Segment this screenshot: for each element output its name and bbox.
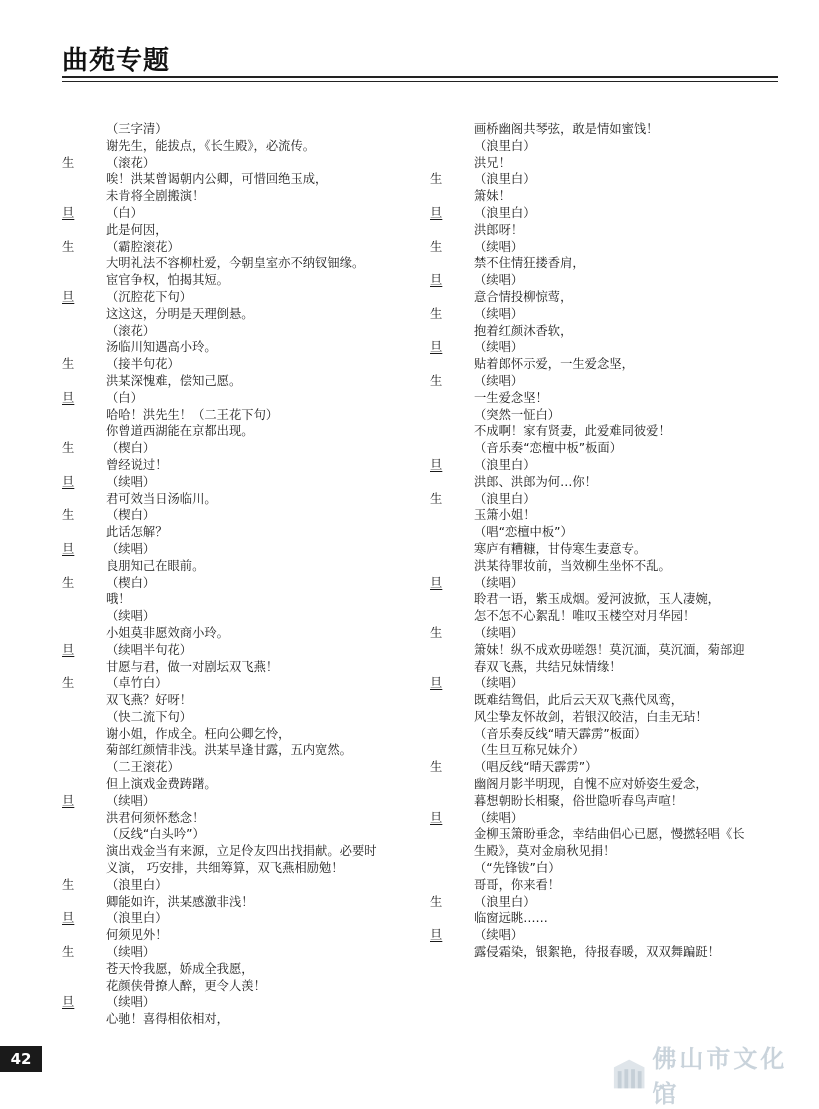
script-line <box>430 776 775 793</box>
script-text: 演出戏金当有来源，立足伶友四出找捐献。必要时 <box>106 844 377 859</box>
role-marker: 旦 <box>430 273 443 288</box>
script-line <box>430 255 775 272</box>
script-text: （卓竹白） <box>106 676 168 691</box>
script-text: 甘愿与君，做一对剧坛双飞燕！ <box>106 659 279 674</box>
script-line <box>62 171 407 188</box>
script-line <box>430 659 775 676</box>
script-line <box>430 742 775 759</box>
role-marker: 生 <box>62 676 75 691</box>
script-text: （续唱） <box>474 273 524 288</box>
script-text: 这这这，分明是天理倒悬。 <box>106 306 254 321</box>
script-line <box>62 121 407 138</box>
script-line <box>430 507 775 524</box>
script-line <box>430 675 775 692</box>
script-text: 生殿》，莫对金扇秋见捐！ <box>474 844 616 859</box>
script-text: （浪里白） <box>474 205 536 220</box>
script-line <box>62 860 407 877</box>
script-line <box>430 541 775 558</box>
script-line <box>62 272 407 289</box>
script-text: 谢小姐，作成全。枉向公卿乞怜， <box>106 726 291 741</box>
script-line <box>62 188 407 205</box>
script-text: （接半句花） <box>106 357 180 372</box>
script-text: （滚花） <box>106 323 156 338</box>
script-text: （续唱） <box>106 995 156 1010</box>
script-line <box>62 927 407 944</box>
script-text: （沉腔花下句） <box>106 289 193 304</box>
script-text: （霸腔滚花） <box>106 239 180 254</box>
script-line <box>430 323 775 340</box>
script-line <box>62 910 407 927</box>
script-line <box>62 978 407 995</box>
script-text: 此话怎解？ <box>106 525 168 540</box>
watermark <box>612 1044 807 1108</box>
script-text: 苍天怜我愿，娇成全我愿， <box>106 961 254 976</box>
script-text: （反线“白头吟”） <box>106 827 205 842</box>
script-line <box>430 524 775 541</box>
script-text: 临窗远眺…… <box>474 911 548 926</box>
script-text: 意合情投柳惊莺， <box>474 289 573 304</box>
script-text: 你曾道西湖能在京都出现。 <box>106 424 254 439</box>
script-line <box>62 474 407 491</box>
script-text: （续唱） <box>474 625 524 640</box>
script-text: 良朋知己在眼前。 <box>106 558 205 573</box>
script-text: 双飞燕？好呀！ <box>106 693 193 708</box>
script-text: 不成啊！家有贤妻，此爱难同彼爱！ <box>474 424 671 439</box>
role-marker: 生 <box>62 877 75 892</box>
script-line <box>62 642 407 659</box>
script-line <box>430 423 775 440</box>
header-rule-thick <box>62 76 778 78</box>
script-text: （滚花） <box>106 155 156 170</box>
script-line <box>62 205 407 222</box>
watermark-text: 佛山市文化馆 <box>652 1044 788 1108</box>
role-marker: 旦 <box>62 205 75 220</box>
script-text: （续唱） <box>106 474 156 489</box>
script-text: （二王滚花） <box>106 760 180 775</box>
script-line <box>62 423 407 440</box>
script-text: 洪兄！ <box>474 155 511 170</box>
script-line <box>430 222 775 239</box>
script-text: 既难结鸳侣，此后云天双飞燕代凤鸾， <box>474 693 684 708</box>
role-marker: 旦 <box>430 928 443 943</box>
script-line <box>62 726 407 743</box>
script-text: 怎不怎不心絮乱！唯叹玉楼空对月华园！ <box>474 609 696 624</box>
script-line <box>62 457 407 474</box>
script-text: 抱着红颜沐香软， <box>474 323 573 338</box>
script-text: 洪郎呀！ <box>474 222 524 237</box>
script-line <box>430 860 775 877</box>
script-line <box>62 524 407 541</box>
script-text: 哥哥，你来看！ <box>474 877 561 892</box>
role-marker: 生 <box>62 357 75 372</box>
script-text: （浪里白） <box>106 911 168 926</box>
script-text: （续唱） <box>106 945 156 960</box>
script-text: （浪里白） <box>474 457 536 472</box>
script-text: 君可效当日汤临川。 <box>106 491 217 506</box>
role-marker: 旦 <box>430 810 443 825</box>
script-line <box>430 793 775 810</box>
script-line <box>62 1011 407 1028</box>
building-logo-icon <box>612 1057 646 1091</box>
script-line <box>430 625 775 642</box>
script-text: 谢先生，能拔点，《长生殿》，必流传。 <box>106 138 316 153</box>
script-line <box>62 390 407 407</box>
script-line <box>430 826 775 843</box>
script-text: 此是何因， <box>106 222 168 237</box>
script-line <box>62 793 407 810</box>
role-marker: 旦 <box>62 474 75 489</box>
script-line <box>430 910 775 927</box>
script-line <box>62 591 407 608</box>
script-text: （浪里白） <box>474 172 536 187</box>
script-text: （音乐奏“恋檀中板”板面） <box>474 441 623 456</box>
role-marker: 生 <box>62 155 75 170</box>
script-line <box>430 558 775 575</box>
role-marker: 生 <box>430 491 443 506</box>
script-text: 何须见外！ <box>106 928 168 943</box>
script-text: 曾经说过！ <box>106 457 168 472</box>
script-line <box>430 205 775 222</box>
script-line <box>430 709 775 726</box>
script-text: （续唱） <box>474 306 524 321</box>
script-line <box>430 759 775 776</box>
script-line <box>62 675 407 692</box>
script-text: 菊部红颜情非浅。洪某旱逢甘露，五内宽然。 <box>106 743 352 758</box>
script-line <box>430 171 775 188</box>
left-column <box>62 121 407 1028</box>
script-text: 春双飞燕，共结兄妹情缘！ <box>474 659 622 674</box>
script-text: （唱“恋檀中板”） <box>474 525 573 540</box>
script-text: （白） <box>106 390 143 405</box>
script-line <box>62 306 407 323</box>
script-line <box>430 894 775 911</box>
script-text: 玉箫小姐！ <box>474 508 536 523</box>
role-marker: 生 <box>62 575 75 590</box>
script-text: （续唱） <box>474 239 524 254</box>
header-rule-thin <box>62 81 778 82</box>
script-line <box>430 306 775 323</box>
script-text: （浪里白） <box>474 138 536 153</box>
script-line <box>62 339 407 356</box>
script-text: （续唱） <box>474 340 524 355</box>
script-line <box>62 944 407 961</box>
script-line <box>430 944 775 961</box>
role-marker: 生 <box>62 441 75 456</box>
script-text: 金柳玉箫盼垂念，幸结曲侣心已愿，慢撚轻唱《长 <box>474 827 745 842</box>
script-line <box>430 726 775 743</box>
script-line <box>62 541 407 558</box>
script-line <box>430 843 775 860</box>
script-line <box>62 608 407 625</box>
script-text: （快二流下句） <box>106 709 193 724</box>
script-text: 幽阁月影半明现，自愧不应对娇姿生爱念， <box>474 777 708 792</box>
script-line <box>62 138 407 155</box>
page-number: 42 <box>0 1046 42 1072</box>
role-marker: 生 <box>430 306 443 321</box>
script-text: （续唱） <box>474 928 524 943</box>
script-line <box>62 407 407 424</box>
script-line <box>430 491 775 508</box>
script-line <box>430 373 775 390</box>
role-marker: 生 <box>430 760 443 775</box>
script-text: 画桥幽阁共琴弦，敢是情如蜜饯！ <box>474 122 659 136</box>
script-line <box>430 642 775 659</box>
script-line <box>62 558 407 575</box>
script-text: （三字清） <box>106 122 168 136</box>
script-line <box>62 692 407 709</box>
script-text: 未肯将全剧搬演！ <box>106 189 205 204</box>
role-marker: 旦 <box>430 340 443 355</box>
script-text: 但上演戏金费踌躇。 <box>106 777 217 792</box>
script-line <box>430 407 775 424</box>
script-text: 露侵霜染，银絮艳，待报春暖，双双舞蹁跹！ <box>474 945 720 960</box>
script-text: 箫妹！纵不成欢毋嗟怨！莫沉湎，莫沉湎，菊部迎 <box>474 642 745 657</box>
role-marker: 旦 <box>62 995 75 1010</box>
role-marker: 旦 <box>62 289 75 304</box>
script-line <box>62 877 407 894</box>
script-text: （音乐奏反线“晴天霹雳”板面） <box>474 726 647 741</box>
role-marker: 旦 <box>430 205 443 220</box>
role-marker: 旦 <box>62 642 75 657</box>
script-line <box>62 894 407 911</box>
script-line <box>430 877 775 894</box>
script-line <box>62 826 407 843</box>
script-text: 卿能如许，洪某感激非浅！ <box>106 894 254 909</box>
script-line <box>62 155 407 172</box>
script-text: （白） <box>106 205 143 220</box>
script-line <box>62 843 407 860</box>
role-marker: 生 <box>430 894 443 909</box>
script-text: （续唱） <box>106 793 156 808</box>
script-line <box>430 575 775 592</box>
script-text: （“先锋钹”白） <box>474 861 561 876</box>
script-text: 哦！ <box>106 592 131 607</box>
script-line <box>430 474 775 491</box>
script-line <box>430 692 775 709</box>
role-marker: 旦 <box>430 676 443 691</box>
script-text: 禁不住情狂搂香肩， <box>474 256 585 271</box>
script-line <box>430 810 775 827</box>
script-line <box>62 810 407 827</box>
script-line <box>62 222 407 239</box>
script-text: 心驰！喜得相依相对， <box>106 1012 229 1027</box>
script-text: （唱反线“晴天霹雳”） <box>474 760 598 775</box>
script-text: 箫妹！ <box>474 189 511 204</box>
script-text: （浪里白） <box>106 877 168 892</box>
script-text: 洪君何须怀愁念！ <box>106 810 205 825</box>
role-marker: 生 <box>62 945 75 960</box>
script-text: 聆君一语，紫玉成烟。爱河波掀，玉人凄婉， <box>474 592 720 607</box>
script-text: （浪里白） <box>474 894 536 909</box>
role-marker: 旦 <box>62 793 75 808</box>
script-line <box>62 961 407 978</box>
role-marker: 旦 <box>62 911 75 926</box>
script-line <box>430 239 775 256</box>
script-line <box>430 457 775 474</box>
script-text: （生旦互称兄妹介） <box>474 743 585 758</box>
script-text: 宦官争权，怕揭其短。 <box>106 273 229 288</box>
script-text: 贴着郎怀示爱，一生爱念坚， <box>474 357 634 372</box>
script-line <box>62 239 407 256</box>
script-text: （续唱） <box>106 541 156 556</box>
script-text: 洪某待罪妆前，当效柳生坐怀不乱。 <box>474 558 671 573</box>
script-line <box>62 356 407 373</box>
script-line <box>430 155 775 172</box>
role-marker: 旦 <box>62 390 75 405</box>
script-line <box>430 390 775 407</box>
script-line <box>62 742 407 759</box>
script-line <box>62 289 407 306</box>
script-line <box>62 994 407 1011</box>
script-text: 暮想朝盼长相聚，俗世隐听春鸟声喧！ <box>474 793 684 808</box>
script-text: （续唱半句花） <box>106 642 193 657</box>
section-title: 曲苑专题 <box>62 46 171 76</box>
script-line <box>62 575 407 592</box>
script-line <box>62 709 407 726</box>
script-line <box>62 323 407 340</box>
role-marker: 生 <box>430 625 443 640</box>
role-marker: 生 <box>430 172 443 187</box>
role-marker: 生 <box>62 508 75 523</box>
role-marker: 旦 <box>62 541 75 556</box>
script-text: 小姐莫非愿效商小玲。 <box>106 625 229 640</box>
script-text: 洪某深愧难，偿知己愿。 <box>106 373 242 388</box>
script-text: 哈哈！洪先生！（二王花下句） <box>106 407 279 422</box>
script-text: （续唱） <box>474 373 524 388</box>
role-marker: 生 <box>430 373 443 388</box>
script-text: 洪郎、洪郎为何…你！ <box>474 474 597 489</box>
script-line <box>430 121 775 138</box>
script-text: 风尘挚友怀故剑，若银汉皎洁，白圭无玷！ <box>474 709 708 724</box>
script-line <box>430 356 775 373</box>
role-marker: 生 <box>430 239 443 254</box>
script-line <box>62 759 407 776</box>
script-text: （续唱） <box>106 609 156 624</box>
script-text: 义演， 巧安排，共细筹算，双飞燕相励勉！ <box>106 861 344 876</box>
script-text: （续唱） <box>474 676 524 691</box>
script-text: 大明礼法不容柳杜爱，今朝皇室亦不纳钗钿缘。 <box>106 256 365 271</box>
script-text: 花颜侠骨撩人醉，更令人羡！ <box>106 978 266 993</box>
script-text: 一生爱念坚！ <box>474 390 548 405</box>
script-text: 唉！洪某曾谒朝内公卿，可惜回绝玉成， <box>106 172 328 187</box>
script-line <box>430 138 775 155</box>
script-text: （浪里白） <box>474 491 536 506</box>
script-line <box>62 440 407 457</box>
script-line <box>430 289 775 306</box>
script-line <box>62 373 407 390</box>
script-line <box>430 608 775 625</box>
script-text: （续唱） <box>474 810 524 825</box>
script-line <box>62 625 407 642</box>
right-column <box>430 121 775 961</box>
script-line <box>430 272 775 289</box>
script-line <box>62 255 407 272</box>
script-line <box>430 927 775 944</box>
script-line <box>430 188 775 205</box>
script-text: （楔白） <box>106 575 156 590</box>
script-text: （突然一怔白） <box>474 407 561 422</box>
script-line <box>62 776 407 793</box>
script-line <box>62 659 407 676</box>
script-text: （续唱） <box>474 575 524 590</box>
script-text: （楔白） <box>106 441 156 456</box>
role-marker: 旦 <box>430 575 443 590</box>
role-marker: 生 <box>62 239 75 254</box>
role-marker: 旦 <box>430 457 443 472</box>
script-line <box>430 440 775 457</box>
script-line <box>62 491 407 508</box>
script-text: 寒庐有糟糠，甘侍寒生妻意专。 <box>474 541 647 556</box>
script-line <box>62 507 407 524</box>
script-line <box>430 339 775 356</box>
script-text: 汤临川知遇高小玲。 <box>106 340 217 355</box>
script-line <box>430 591 775 608</box>
script-text: （楔白） <box>106 508 156 523</box>
